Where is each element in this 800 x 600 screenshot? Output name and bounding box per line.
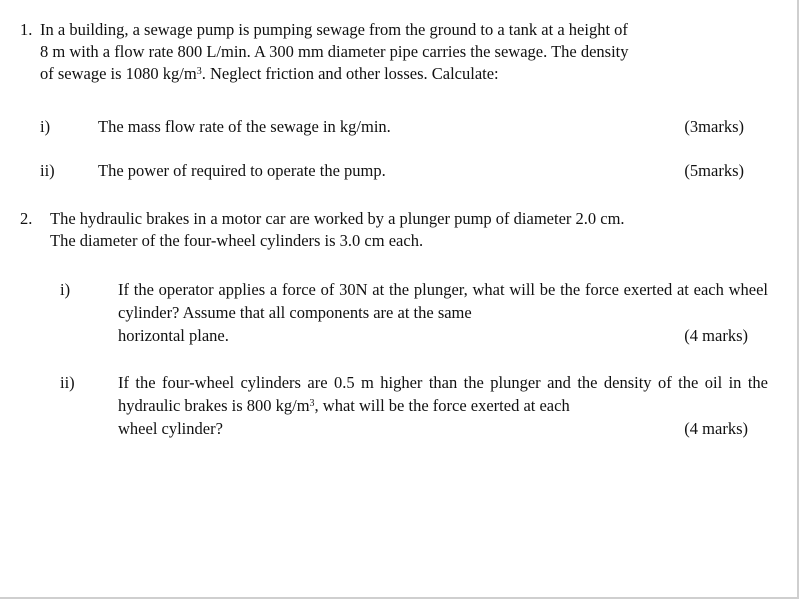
question-2-number: 2. — [20, 209, 33, 228]
part-label: ii) — [40, 161, 55, 180]
part-superscript: 3 — [309, 398, 315, 409]
part-label: ii) — [60, 373, 75, 392]
part-marks: (4 marks) — [684, 326, 748, 345]
question-1-number: 1. — [20, 20, 33, 39]
part-text-b: , what will be the force exerted at each — [314, 396, 570, 415]
question-1 — [20, 19, 765, 85]
question-1-line-3-a: of sewage is 1080 kg/m — [40, 64, 197, 83]
part-label: i) — [40, 117, 51, 136]
part-label: i) — [60, 280, 71, 299]
part-marks: (4 marks) — [684, 419, 748, 438]
part-text: The power of required to operate the pump. — [98, 161, 386, 180]
question-1-line-3-b: . Neglect friction and other losses. Calculate: — [201, 64, 499, 83]
part-text: The mass flow rate of the sewage in kg/min. — [98, 117, 391, 136]
question-2-part-ii — [60, 371, 768, 440]
question-2-line-1: The hydraulic brakes in a motor car are worked by a plunger pump of diameter 2.0 cm. — [50, 209, 625, 228]
question-2-line-2: The diameter of the four-wheel cylinders is 3.0 cm each. — [50, 231, 424, 250]
question-2 — [20, 208, 770, 252]
part-last-line: wheel cylinder? — [118, 419, 223, 438]
question-2-part-i — [60, 278, 768, 347]
part-text-a: If the four-wheel cylinders are 0.5 m higher than the plunger and the density of the oil in the hydraulic brakes is 800 kg/m — [118, 373, 768, 415]
part-marks: (3marks) — [684, 117, 744, 136]
question-1-line-3 — [20, 63, 765, 85]
question-1-line-2: 8 m with a flow rate 800 L/min. A 300 mm diameter pipe carries the sewage. The density — [40, 42, 629, 61]
part-text: If the operator applies a force of 30N at the plunger, what will be the force exerted at each wheel cylinder? Assume that all components are at the same — [118, 280, 768, 322]
part-marks: (5marks) — [684, 161, 744, 180]
question-1-line-1: In a building, a sewage pump is pumping sewage from the ground to a tank at a height of — [40, 20, 628, 39]
question-1-part-i — [40, 116, 744, 138]
part-last-line: horizontal plane. — [118, 326, 229, 345]
question-1-superscript: 3 — [196, 66, 202, 77]
part-text — [118, 371, 768, 417]
question-1-part-ii — [40, 160, 744, 182]
